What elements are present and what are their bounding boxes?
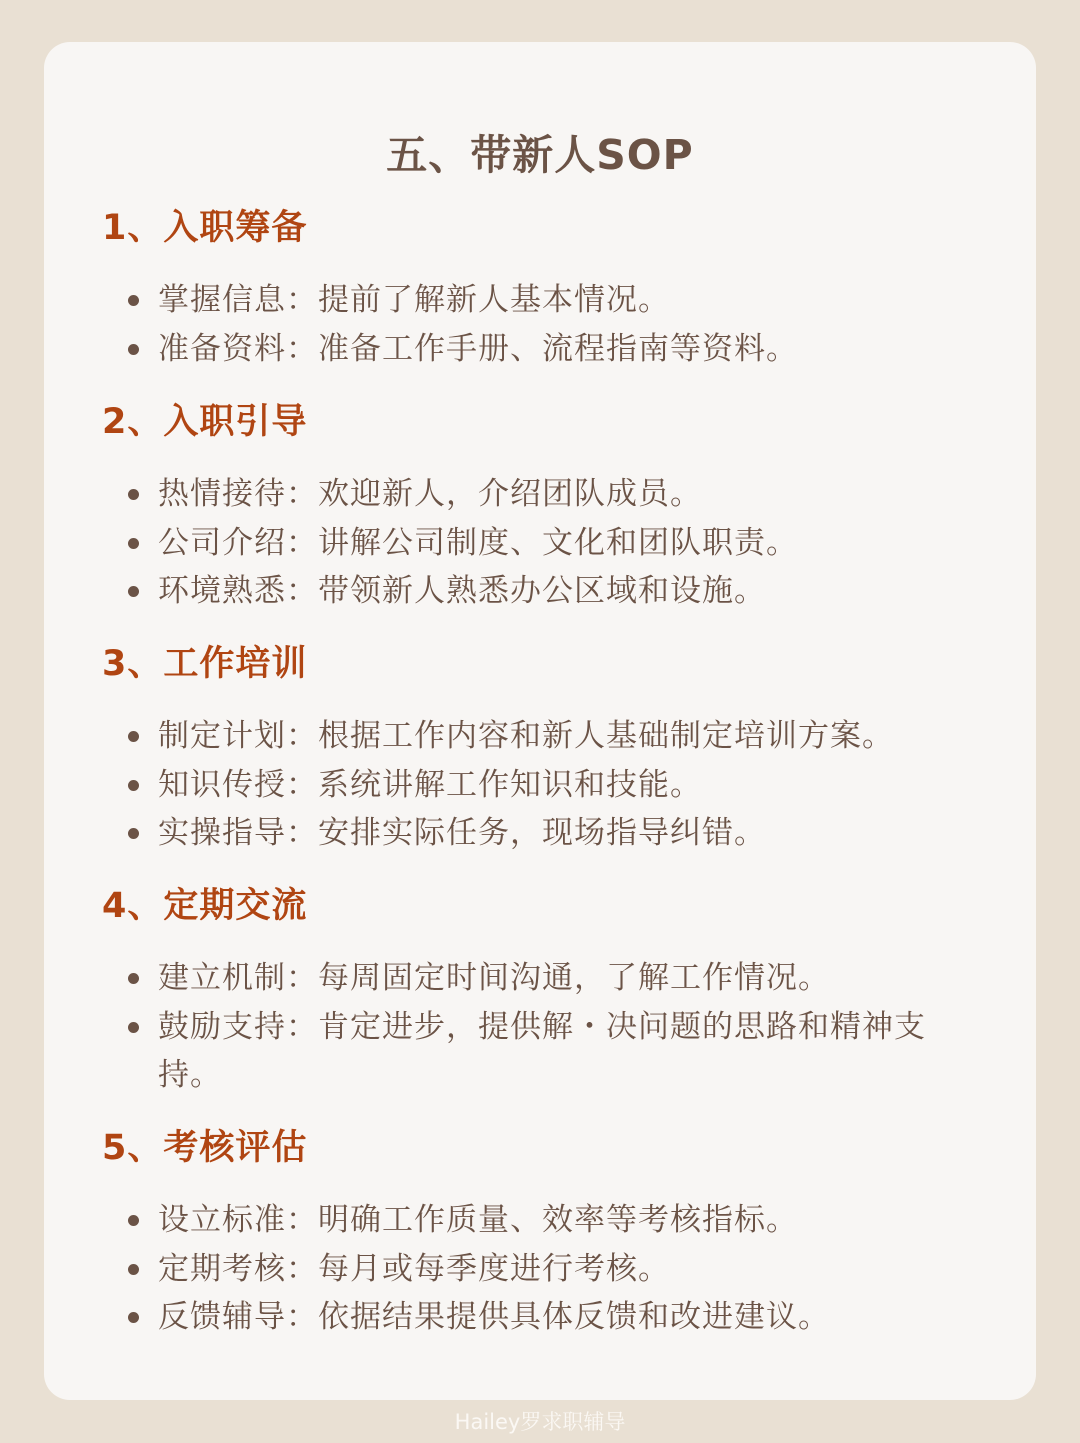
list-item <box>128 567 948 616</box>
bullet-list <box>128 712 948 858</box>
section-heading: 5、考核评估 <box>102 1128 308 1168</box>
bullet-dot-icon <box>128 538 139 549</box>
list-item <box>128 1196 948 1245</box>
bullet-dot-icon <box>128 295 139 306</box>
list-item-text: 公司介绍：讲解公司制度、文化和团队职责。 <box>158 524 798 561</box>
list-item <box>128 954 948 1003</box>
list-item <box>128 809 948 858</box>
bullet-dot-icon <box>128 1215 139 1226</box>
bullet-dot-icon <box>128 780 139 791</box>
list-item-text: 环境熟悉：带领新人熟悉办公区域和设施。 <box>158 573 766 609</box>
list-item-text: 设立标准：明确工作质量、效率等考核指标。 <box>158 1202 798 1238</box>
bullet-list <box>128 276 948 373</box>
list-item <box>128 712 948 761</box>
section-heading: 2、入职引导 <box>102 402 308 442</box>
list-item <box>128 761 948 810</box>
list-item-text: 反馈辅导：依据结果提供具体反馈和改进建议。 <box>158 1299 830 1335</box>
list-item-text: 实操指导：安排实际任务，现场指导纠错。 <box>158 815 766 851</box>
section-training <box>102 640 962 851</box>
bullet-dot-icon <box>128 1022 139 1033</box>
bullet-dot-icon <box>128 731 139 742</box>
list-item-text: 鼓励支持：肯定进步，提供解・决问题的思路和精神支持。 <box>158 1008 926 1093</box>
list-item-text: 定期考核：每月或每季度进行考核。 <box>158 1250 670 1287</box>
list-item-text: 热情接待：欢迎新人，介绍团队成员。 <box>158 476 702 512</box>
bullet-dot-icon <box>128 1312 139 1323</box>
section-regular-communication <box>102 882 962 1093</box>
list-item <box>128 519 948 568</box>
bullet-list <box>128 954 948 1100</box>
bullet-dot-icon <box>128 344 139 355</box>
list-item <box>128 1003 948 1100</box>
bullet-list <box>128 470 948 616</box>
list-item-text: 准备资料：准备工作手册、流程指南等资料。 <box>158 330 798 367</box>
section-onboarding-prep <box>102 204 962 367</box>
section-heading: 4、定期交流 <box>102 886 308 926</box>
watermark-author: Hailey罗求职辅导 <box>454 1410 626 1434</box>
bullet-dot-icon <box>128 489 139 500</box>
bullet-list <box>128 1196 948 1342</box>
list-item <box>128 276 948 325</box>
bullet-dot-icon <box>128 973 139 984</box>
section-heading: 3、工作培训 <box>102 644 308 684</box>
bullet-dot-icon <box>128 586 139 597</box>
list-item-text: 知识传授：系统讲解工作知识和技能。 <box>158 766 702 803</box>
section-heading: 1、入职筹备 <box>102 208 308 248</box>
section-assessment <box>102 1124 962 1335</box>
list-item <box>128 470 948 519</box>
bullet-dot-icon <box>128 828 139 839</box>
list-item-text: 掌握信息：提前了解新人基本情况。 <box>158 282 670 318</box>
section-onboarding-guide <box>102 398 962 609</box>
list-item-text: 建立机制：每周固定时间沟通，了解工作情况。 <box>158 960 830 996</box>
page-title: 五、带新人SOP <box>386 131 694 179</box>
list-item-text: 制定计划：根据工作内容和新人基础制定培训方案。 <box>158 718 894 754</box>
list-item <box>128 1293 948 1342</box>
list-item <box>128 1245 948 1294</box>
bullet-dot-icon <box>128 1264 139 1275</box>
list-item <box>128 325 948 374</box>
